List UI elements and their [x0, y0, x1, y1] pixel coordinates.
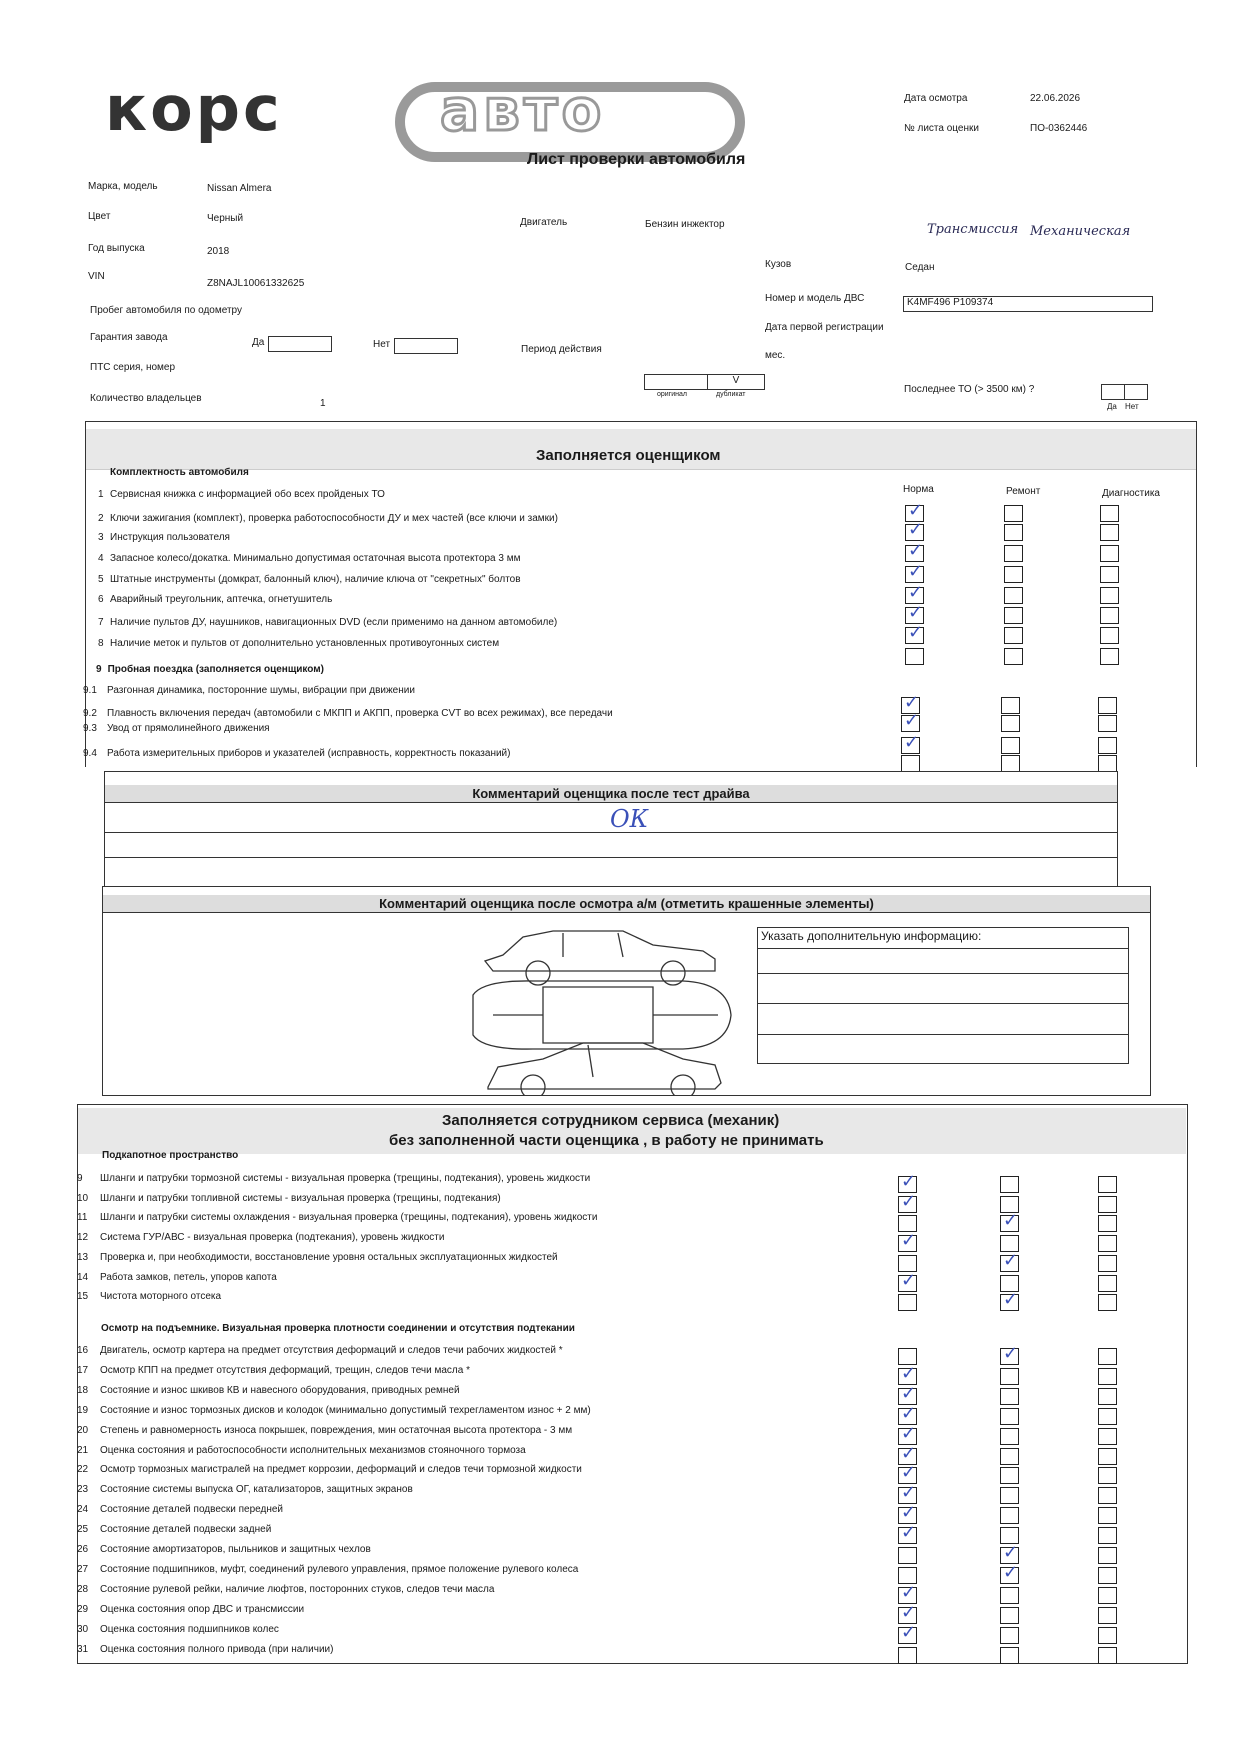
checkbox-diag[interactable]: [1098, 1587, 1117, 1604]
extra-info-label: Указать дополнительную информацию:: [758, 928, 1128, 949]
mech-item-num: 17: [77, 1364, 89, 1376]
mech-item-text: Оценка состояния и работоспособности исполнительных механизмов стояночного тормоза: [100, 1444, 526, 1456]
make-value: Nissan Almera: [207, 183, 272, 194]
checkbox-diag[interactable]: [1098, 1507, 1117, 1524]
checkbox-norm[interactable]: [898, 1647, 917, 1664]
months-label: мес.: [765, 350, 786, 361]
logo-avto: авто: [440, 76, 606, 144]
mech-item-num: 20: [77, 1424, 89, 1436]
mech-item-text: Состояние и износ тормозных дисков и колодок (минимально допустимый техрегламентом износ + 2 мм): [100, 1404, 591, 1416]
appraiser-item-text: Наличие меток и пультов от дополнительно установленных противоугонных систем: [110, 638, 500, 649]
checkbox-diag[interactable]: [1100, 505, 1119, 522]
checkbox-diag[interactable]: [1098, 1448, 1117, 1465]
period-label: Период действия: [521, 344, 602, 355]
warranty-no-box[interactable]: [394, 338, 458, 354]
checkbox-repair[interactable]: [1000, 1607, 1019, 1624]
checkbox-repair[interactable]: [1000, 1176, 1019, 1193]
col-diag-header: Диагностика: [1102, 488, 1160, 499]
checkbox-diag[interactable]: [1098, 1428, 1117, 1445]
mech-item-text: Проверка и, при необходимости, восстановление уровня остальных эксплуатационных жидкостей: [100, 1251, 558, 1263]
checkbox-diag[interactable]: [1098, 1647, 1117, 1664]
checkbox-repair[interactable]: [1000, 1647, 1019, 1664]
appraiser-item-num: 6: [98, 594, 104, 605]
checkbox-norm[interactable]: [898, 1235, 917, 1252]
color-value: Черный: [207, 213, 244, 224]
checkbox-diag[interactable]: [1100, 648, 1119, 665]
checkbox-repair[interactable]: [1000, 1348, 1019, 1365]
drive-item-num: 9.2: [83, 708, 97, 719]
mech-item-text: Степень и равномерность износа покрышек, повреждения, мин остаточная высота протектора - 3 мм: [100, 1424, 573, 1436]
drive-comment-box: [104, 771, 1118, 893]
transmission-label: Трансмиссия: [927, 222, 1019, 237]
appraiser-item-text: Инструкция пользователя: [110, 532, 230, 543]
drive-comment-heading: Комментарий оценщика после тест драйва: [105, 785, 1117, 803]
checkbox-diag[interactable]: [1098, 1567, 1117, 1584]
engine-no-label: Номер и модель ДВС: [765, 293, 865, 304]
checkbox-repair[interactable]: [1000, 1487, 1019, 1504]
mechanic-heading1: Заполняется сотрудником сервиса (механик): [442, 1112, 780, 1129]
checkbox-norm[interactable]: [905, 524, 924, 541]
checkbox-diag[interactable]: [1098, 1235, 1117, 1252]
mech-item-num: 9: [77, 1173, 83, 1184]
mech-item-num: 18: [77, 1384, 89, 1396]
checkbox-diag[interactable]: [1100, 566, 1119, 583]
checkbox-diag[interactable]: [1098, 1607, 1117, 1624]
checkbox-repair[interactable]: [1001, 755, 1020, 772]
last-to-no-label: Нет: [1125, 402, 1139, 411]
checkbox-diag[interactable]: [1098, 1467, 1117, 1484]
inspect-comment-heading: Комментарий оценщика после осмотра а/м (отметить крашенные элементы): [103, 895, 1150, 913]
first-reg-label: Дата первой регистрации: [765, 322, 884, 333]
drive-item-text: Работа измерительных приборов и указателей (исправность, корректность показаний): [107, 748, 511, 759]
checkbox-repair[interactable]: [1000, 1448, 1019, 1465]
inspect-comment-box: [102, 886, 1151, 1096]
drive-item-text: Увод от прямолинейного движения: [107, 723, 270, 734]
checkbox-diag[interactable]: [1098, 1527, 1117, 1544]
logo-korc: корс: [105, 72, 283, 145]
checkbox-diag[interactable]: [1098, 1215, 1117, 1232]
engine-value: Бензин инжектор: [645, 219, 725, 230]
mech-item-num: 14: [77, 1271, 89, 1283]
mech-item-num: 10: [77, 1192, 89, 1204]
checkbox-repair[interactable]: [1000, 1507, 1019, 1524]
vin-label: VIN: [88, 271, 105, 282]
checkbox-repair[interactable]: [1004, 607, 1023, 624]
inspection-date-label: Дата осмотра: [904, 93, 968, 104]
checkbox-diag[interactable]: [1100, 545, 1119, 562]
mech-item-num: 25: [77, 1524, 89, 1536]
mech-item-text: Работа замков, петель, упоров капота: [100, 1271, 277, 1283]
appraiser-heading: Заполняется оценщиком: [536, 447, 721, 464]
mech-item-text: Оценка состояния полного привода (при наличии): [100, 1643, 334, 1655]
checkbox-diag[interactable]: [1098, 1196, 1117, 1213]
mech-item-num: 23: [77, 1484, 89, 1496]
checkbox-diag[interactable]: [1098, 1547, 1117, 1564]
checkbox-repair[interactable]: [1000, 1627, 1019, 1644]
mech-item-text: Оценка состояния подшипников колес: [100, 1623, 279, 1635]
mech-item-text: Состояние деталей подвески задней: [100, 1524, 272, 1536]
checkbox-repair[interactable]: [1004, 587, 1023, 604]
checkbox-repair[interactable]: [1000, 1294, 1019, 1311]
body-label: Кузов: [765, 259, 792, 270]
checkbox-diag[interactable]: [1100, 607, 1119, 624]
appraiser-item-num: 3: [98, 532, 104, 543]
appraiser-item-text: Аварийный треугольник, аптечка, огнетушитель: [110, 594, 333, 605]
sheet-no-label: № листа оценки: [904, 123, 979, 134]
vin-value: Z8NAJL10061332625: [207, 278, 305, 289]
checkbox-diag[interactable]: [1098, 755, 1117, 772]
mech-item-num: 12: [77, 1232, 89, 1244]
checkbox-repair[interactable]: [1000, 1567, 1019, 1584]
checkbox-norm[interactable]: [898, 1527, 917, 1544]
appraiser-item-text: Штатные инструменты (домкрат, балонный ключ), наличие ключа от "секретных" болтов: [110, 574, 521, 585]
mech-item-text: Шланги и патрубки топливной системы - визуальная проверка (трещины, подтекания): [100, 1192, 501, 1204]
checkbox-norm[interactable]: [901, 755, 920, 772]
checkbox-repair[interactable]: [1000, 1215, 1019, 1232]
warranty-yes-label: Да: [252, 337, 265, 348]
completeness-heading: Комплектность автомобиля: [110, 467, 249, 478]
engine-no-field[interactable]: K4MF496 P109374: [903, 296, 1153, 312]
appraiser-item-text: Сервисная книжка с информацией обо всех пройденых ТО: [110, 489, 385, 500]
checkbox-repair[interactable]: [1000, 1587, 1019, 1604]
drive-item-num: 9.3: [83, 723, 97, 734]
mech-item-text: Состояние рулевой рейки, наличие люфтов, посторонних стуков, следов течи масла: [100, 1583, 495, 1595]
col-repair-header: Ремонт: [1006, 486, 1041, 497]
mech-item-text: Состояние и износ шкивов КВ и навесного оборудования, приводных ремней: [100, 1384, 460, 1396]
checkbox-diag[interactable]: [1098, 1368, 1117, 1385]
pts-original-label: оригинал: [657, 391, 688, 398]
warranty-yes-box[interactable]: [268, 336, 332, 352]
checkbox-diag[interactable]: [1098, 1487, 1117, 1504]
checkbox-diag[interactable]: [1100, 524, 1119, 541]
make-label: Марка, модель: [88, 181, 158, 192]
pts-label: ПТС серия, номер: [90, 362, 176, 373]
drive-item-text: Разгонная динамика, посторонние шумы, вибрации при движении: [107, 685, 415, 696]
checkbox-diag[interactable]: [1098, 737, 1117, 754]
underhood-heading: Подкапотное пространство: [102, 1150, 239, 1161]
mech-item-text: Состояние амортизаторов, пыльников и защитных чехлов: [100, 1544, 371, 1555]
checkbox-diag[interactable]: [1098, 1176, 1117, 1193]
checkbox-diag[interactable]: [1100, 627, 1119, 644]
mech-item-text: Состояние подшипников, муфт, соединений рулевого управления, прямое положение рулевого колеса: [100, 1563, 579, 1575]
checkbox-diag[interactable]: [1098, 1275, 1117, 1292]
mech-item-text: Осмотр тормозных магистралей на предмет коррозии, деформаций и следов течи тормозной жидкости: [100, 1464, 582, 1476]
pts-duplicate-box[interactable]: V: [707, 374, 765, 390]
appraiser-item-text: Ключи зажигания (комплект), проверка работоспособности ДУ и мех частей (все ключи и замки): [110, 513, 558, 524]
mech-item-num: 15: [77, 1291, 89, 1303]
checkbox-diag[interactable]: [1098, 715, 1117, 732]
drive-item-num: 9.4: [83, 748, 97, 759]
checkbox-repair[interactable]: [1004, 627, 1023, 644]
appraiser-item-num: 1: [98, 489, 104, 500]
sheet-no: ПО-0362446: [1030, 123, 1088, 134]
checkbox-diag[interactable]: [1098, 1294, 1117, 1311]
checkbox-norm[interactable]: [905, 545, 924, 562]
appraiser-item-num: 2: [98, 513, 104, 524]
mech-item-text: Система ГУР/АВС - визуальная проверка (подтекания), уровень жидкости: [100, 1232, 445, 1244]
mech-item-num: 27: [77, 1563, 89, 1575]
appraiser-item-num: 4: [98, 553, 104, 564]
mech-item-text: Чистота моторного отсека: [100, 1291, 222, 1303]
checkbox-norm[interactable]: [898, 1627, 917, 1644]
checkbox-norm[interactable]: [901, 715, 920, 732]
appraiser-item-num: 8: [98, 638, 104, 649]
drive-item-text: Плавность включения передач (автомобили с МКПП и АКПП, проверка CVT во всех режимах), все передачи: [107, 708, 613, 719]
checkbox-repair[interactable]: [1000, 1428, 1019, 1445]
checkbox-diag[interactable]: [1098, 1627, 1117, 1644]
checkbox-repair[interactable]: [1000, 1408, 1019, 1425]
test-drive-title: Пробная поездка (заполняется оценщиком): [107, 664, 324, 675]
checkbox-norm[interactable]: [905, 648, 924, 665]
checkbox-diag[interactable]: [1098, 1408, 1117, 1425]
owners-label: Количество владельцев: [90, 393, 202, 404]
warranty-label: Гарантия завода: [90, 332, 168, 343]
checkbox-repair[interactable]: [1000, 1368, 1019, 1385]
warranty-no-label: Нет: [373, 339, 391, 350]
checkbox-diag[interactable]: [1100, 587, 1119, 604]
drive-comment-text: ОК: [610, 805, 649, 833]
appraiser-item-num: 7: [98, 617, 104, 628]
mileage-label: Пробег автомобиля по одометру: [90, 305, 243, 316]
last-to-no-box[interactable]: [1124, 384, 1148, 400]
mech-item-num: 22: [77, 1464, 89, 1476]
year-label: Год выпуска: [88, 243, 145, 254]
mech-item-num: 16: [77, 1345, 89, 1356]
mech-item-num: 11: [77, 1212, 88, 1224]
checkbox-repair[interactable]: [1004, 505, 1023, 522]
mechanic-heading2: без заполненной части оценщика , в работу не принимать: [389, 1132, 824, 1149]
mech-item-num: 21: [77, 1444, 89, 1456]
lift-heading: Осмотр на подъемнике. Визуальная проверка плотности соединении и отсутствия подтекании: [101, 1323, 575, 1334]
mech-item-text: Шланги и патрубки системы охлаждения - визуальная проверка (трещины, подтекания), уровень жидкости: [100, 1212, 598, 1224]
checkbox-repair[interactable]: [1004, 566, 1023, 583]
mech-item-num: 31: [77, 1643, 89, 1655]
mech-item-num: 24: [77, 1504, 89, 1516]
mech-item-num: 28: [77, 1583, 89, 1595]
checkbox-repair[interactable]: [1004, 545, 1023, 562]
mech-item-text: Оценка состояния опор ДВС и трансмиссии: [100, 1603, 305, 1615]
test-drive-num: 9: [96, 664, 102, 675]
owners-value: 1: [320, 398, 326, 409]
col-norm-header: Норма: [903, 484, 934, 495]
checkbox-repair[interactable]: [1000, 1388, 1019, 1405]
checkbox-norm[interactable]: [898, 1196, 917, 1213]
engine-label: Двигатель: [520, 217, 568, 228]
checkbox-norm[interactable]: [905, 566, 924, 583]
checkbox-diag[interactable]: [1098, 1255, 1117, 1272]
checkbox-repair[interactable]: [1000, 1255, 1019, 1272]
last-to-label: Последнее ТО (> 3500 км) ?: [904, 384, 1035, 395]
checkbox-norm[interactable]: [898, 1547, 917, 1564]
transmission-value: Механическая: [1030, 224, 1131, 239]
mech-item-num: 13: [77, 1251, 89, 1263]
checkbox-norm[interactable]: [898, 1294, 917, 1311]
checkbox-diag[interactable]: [1098, 1348, 1117, 1365]
checkbox-repair[interactable]: [1001, 715, 1020, 732]
checkbox-repair[interactable]: [1000, 1467, 1019, 1484]
checkbox-repair[interactable]: [1001, 697, 1020, 714]
car-diagram: [453, 915, 743, 1095]
mech-item-num: 29: [77, 1603, 89, 1615]
test-drive-heading: [96, 664, 324, 675]
checkbox-diag[interactable]: [1098, 1388, 1117, 1405]
last-to-yes-label: Да: [1107, 402, 1117, 411]
mech-item-text: Осмотр КПП на предмет отсутствия деформаций, трещин, следов течи масла *: [100, 1364, 470, 1376]
checkbox-norm[interactable]: [901, 737, 920, 754]
mech-item-text: Шланги и патрубки тормозной системы - визуальная проверка (трещины, подтекания), уровень жидкости: [100, 1173, 591, 1184]
mech-item-text: Состояние системы выпуска ОГ, катализаторов, защитных экранов: [100, 1484, 413, 1496]
page-title: Лист проверки автомобиля: [527, 151, 746, 168]
checkbox-repair[interactable]: [1004, 524, 1023, 541]
body-value: Седан: [905, 262, 935, 273]
drive-item-num: 9.1: [83, 685, 97, 696]
checkbox-repair[interactable]: [1001, 737, 1020, 754]
appraiser-item-text: Наличие пультов ДУ, наушников, навигационных DVD (если применимо на данном автомобиле): [110, 617, 558, 628]
year-value: 2018: [207, 246, 230, 257]
checkbox-norm[interactable]: [898, 1275, 917, 1292]
color-label: Цвет: [88, 211, 111, 222]
checkbox-diag[interactable]: [1098, 697, 1117, 714]
pts-original-box[interactable]: [644, 374, 708, 390]
mech-item-num: 30: [77, 1623, 89, 1635]
last-to-yes-box[interactable]: [1101, 384, 1125, 400]
inspection-date: 22.06.2026: [1030, 93, 1081, 104]
checkbox-repair[interactable]: [1004, 648, 1023, 665]
mech-item-text: Состояние деталей подвески передней: [100, 1504, 284, 1516]
mech-item-num: 19: [77, 1404, 89, 1416]
mech-item-num: 26: [77, 1544, 89, 1555]
pts-duplicate-label: дубликат: [716, 391, 746, 398]
appraiser-item-text: Запасное колесо/докатка. Минимально допустимая остаточная высота протектора 3 мм: [110, 553, 521, 564]
extra-info-table: [757, 927, 1129, 1064]
checkbox-norm[interactable]: [905, 627, 924, 644]
mech-item-text: Двигатель, осмотр картера на предмет отсутствия деформаций и следов течи рабочих жидкостей *: [100, 1345, 563, 1356]
appraiser-item-num: 5: [98, 574, 104, 585]
